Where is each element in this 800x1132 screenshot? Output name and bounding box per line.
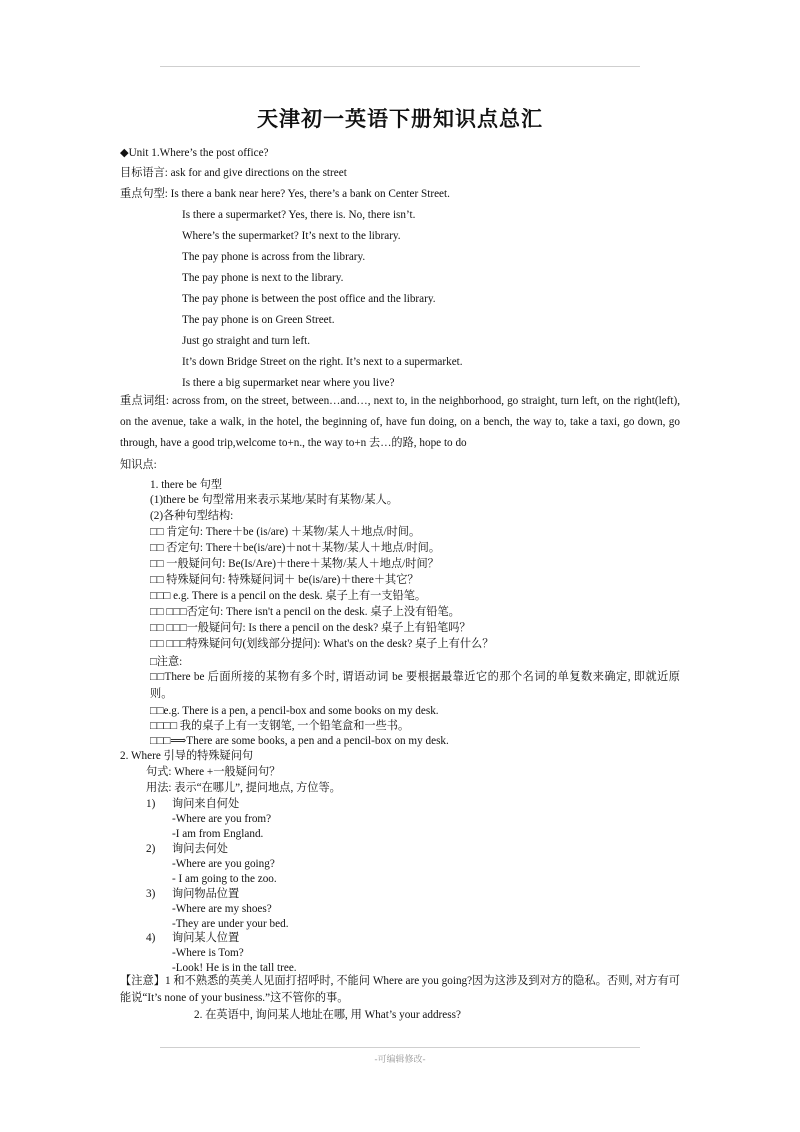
s1-example: □□□⟹There are some books, a pen and a pencil-box on my desk. <box>150 735 449 747</box>
s2-item-answer: - I am going to the zoo. <box>172 873 277 885</box>
footer-rule <box>160 1047 640 1048</box>
key-phrases: 重点词组: across from, on the street, between…and…, next to, in the neighborhood, go straight, turn left, on the right(left), on the avenue, take a walk, in the hotel, the beginning of, have fun doing, on a bench, the way to, take a taxi, go down, go through, have a good trip,welcome to+n., the way to+n 去…的路, hope to do <box>120 395 680 449</box>
s1-special-question: □□ 特殊疑问句: 特殊疑问词＋ be(is/are)＋there＋其它？ <box>150 574 419 586</box>
page-title: 天津初一英语下册知识点总汇 <box>257 107 543 131</box>
s2-item-number: 1) <box>146 798 156 810</box>
s1-example: □□□□ 我的桌子上有一支钢笔, 一个铅笔盒和一些书。 <box>150 720 410 732</box>
s2-item-question: -Where are you going? <box>172 858 275 870</box>
s2-item-answer: -I am from England. <box>172 828 264 840</box>
key-sentence: Where’s the supermarket? It’s next to the library. <box>182 230 401 242</box>
s1-example: □□ □□□特殊疑问句(划线部分提问): What's on the desk? 桌子上有什么？ <box>150 638 494 650</box>
knowledge-label: 知识点: <box>120 459 157 471</box>
s2-item-answer: -Look! He is in the tall tree. <box>172 962 297 974</box>
key-sentence: The pay phone is on Green Street. <box>182 314 335 326</box>
s1-note: □□There be 后面所接的某物有多个时, 谓语动词 be 要根据最靠近它的那个名词的单复数来确定, 即就近原则。 <box>150 671 680 700</box>
s2-item-label: 询问去何处 <box>172 843 228 855</box>
key-sentence: It’s down Bridge Street on the right. It’s next to a supermarket. <box>182 356 463 368</box>
s2-item-label: 询问来自何处 <box>172 798 240 810</box>
s1-line: (1)there be 句型常用来表示某地/某时有某物/某人。 <box>150 494 398 506</box>
key-sentence: The pay phone is between the post office and the library. <box>182 293 436 305</box>
s1-negative: □□ 否定句: There＋be(is/are)＋not＋某物/某人＋地点/时间。 <box>150 542 441 554</box>
target-language: 目标语言: ask for and give directions on the street <box>120 167 347 179</box>
s2-attention: 【注意】1 和不熟悉的英美人见面打招呼时, 不能问 Where are you going?因为这涉及到对方的隐私。否则, 对方有可能说“It’s none of your business.”这不管你的事。 <box>120 975 680 1004</box>
s2-usage: 用法: 表示“在哪儿”, 提问地点, 方位等。 <box>146 782 341 794</box>
key-sentences-label: 重点句型: Is there a bank near here? Yes, there’s a bank on Center Street. <box>120 188 450 200</box>
s2-item-label: 询问某人位置 <box>172 932 240 944</box>
s1-general-question: □□ 一般疑问句: Be(Is/Are)＋there＋某物/某人＋地点/时间？ <box>150 558 439 570</box>
s2-item-answer: -They are under your bed. <box>172 918 289 930</box>
s2-item-number: 3) <box>146 888 156 900</box>
s1-example: □□e.g. There is a pen, a pencil-box and some books on my desk. <box>150 705 439 717</box>
key-sentence: Just go straight and turn left. <box>182 335 311 347</box>
s1-line: (2)各种句型结构: <box>150 510 234 522</box>
s2-item-question: -Where is Tom? <box>172 947 244 959</box>
s1-example: □□ □□□否定句: There isn't a pencil on the desk. 桌子上没有铅笔。 <box>150 606 460 618</box>
s1-note-label: □注意: <box>150 656 183 668</box>
key-sentence: Is there a supermarket? Yes, there is. No, there isn’t. <box>182 209 416 221</box>
footer-text: -可编辑修改- <box>374 1054 426 1064</box>
s2-item-question: -Where are my shoes? <box>172 903 272 915</box>
s2-item-question: -Where are you from? <box>172 813 272 825</box>
key-sentence: Is there a big supermarket near where you live? <box>182 377 395 389</box>
section-1-heading: 1. there be 句型 <box>150 479 223 491</box>
header-rule <box>160 66 640 67</box>
s1-affirmative: □□ 肯定句: There＋be (is/are) ＋某物/某人＋地点/时间。 <box>150 526 421 538</box>
s2-item-number: 2) <box>146 843 156 855</box>
unit-heading: ◆Unit 1.Where’s the post office? <box>120 147 269 159</box>
key-sentence: The pay phone is across from the library. <box>182 251 366 263</box>
key-sentence: The pay phone is next to the library. <box>182 272 344 284</box>
s1-example: □□ □□□一般疑问句: Is there a pencil on the desk? 桌子上有铅笔吗？ <box>150 622 471 634</box>
s2-item-number: 4) <box>146 932 156 944</box>
s2-form: 句式: Where +一般疑问句？ <box>146 766 281 778</box>
s1-example: □□□ e.g. There is a pencil on the desk. 桌子上有一支铅笔。 <box>150 590 427 602</box>
s2-item-label: 询问物品位置 <box>172 888 240 900</box>
section-2-heading: 2. Where 引导的特殊疑问句 <box>120 750 254 762</box>
s2-point-2: 2. 在英语中, 询问某人地址在哪, 用 What’s your address? <box>194 1009 461 1021</box>
